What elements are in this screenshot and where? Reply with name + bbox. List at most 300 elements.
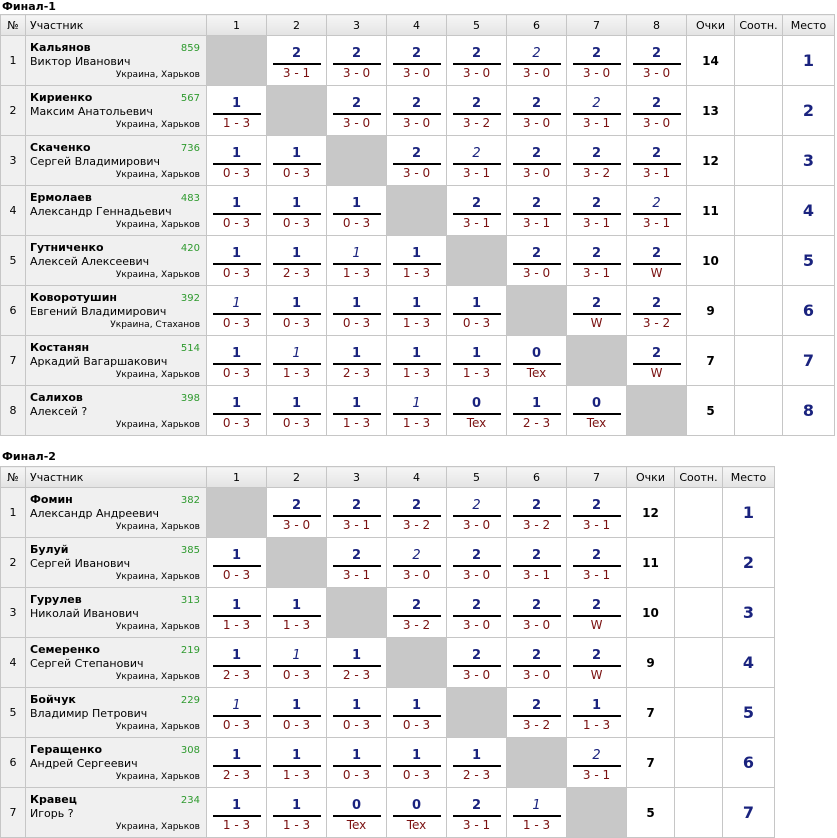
result-score: 3 - 1 xyxy=(642,215,671,230)
result-cell[interactable] xyxy=(447,136,507,186)
result-cell[interactable] xyxy=(507,336,567,386)
result-wrap xyxy=(513,39,561,83)
result-score: Tex xyxy=(346,817,367,832)
result-cell[interactable] xyxy=(567,136,627,186)
result-cell[interactable] xyxy=(207,136,267,186)
result-cell[interactable] xyxy=(567,738,627,788)
player-cell[interactable] xyxy=(26,136,207,186)
header-col-3: 3 xyxy=(327,15,387,36)
table-row xyxy=(1,538,775,588)
result-wrap xyxy=(633,39,681,83)
result-score: 1 - 3 xyxy=(522,817,551,832)
result-cell[interactable] xyxy=(327,36,387,86)
player-cell[interactable] xyxy=(26,688,207,738)
result-cell[interactable] xyxy=(267,36,327,86)
result-score: 0 - 3 xyxy=(222,315,251,330)
result-points: 1 xyxy=(292,345,301,361)
result-cell[interactable] xyxy=(387,688,447,738)
result-wrap xyxy=(273,491,321,535)
result-cell[interactable] xyxy=(387,136,447,186)
ratio-cell xyxy=(675,488,723,538)
result-cell[interactable] xyxy=(447,186,507,236)
result-points: 1 xyxy=(291,295,302,311)
result-wrap xyxy=(573,189,621,233)
result-cell[interactable] xyxy=(627,36,687,86)
result-wrap xyxy=(333,741,381,785)
result-wrap xyxy=(393,89,441,133)
result-divider xyxy=(393,715,441,717)
result-divider xyxy=(513,113,561,115)
result-cell[interactable] xyxy=(327,236,387,286)
result-points: 1 xyxy=(291,245,302,261)
result-cell[interactable] xyxy=(207,186,267,236)
result-cell[interactable] xyxy=(267,336,327,386)
result-score: 3 - 1 xyxy=(462,215,491,230)
result-divider xyxy=(273,765,321,767)
result-cell[interactable] xyxy=(567,638,627,688)
player-cell[interactable] xyxy=(26,236,207,286)
result-cell[interactable] xyxy=(627,136,687,186)
header-points: Очки xyxy=(687,15,735,36)
row-number: 6 xyxy=(1,738,26,788)
result-points: 2 xyxy=(291,497,302,513)
result-cell[interactable] xyxy=(387,538,447,588)
result-cell[interactable] xyxy=(567,386,627,436)
diagonal-cell xyxy=(267,86,327,136)
result-wrap xyxy=(513,591,561,635)
result-points: 2 xyxy=(591,547,602,563)
result-cell[interactable] xyxy=(387,788,447,838)
result-points: 2 xyxy=(472,145,481,161)
result-cell[interactable] xyxy=(567,236,627,286)
result-score: 2 - 3 xyxy=(522,415,551,430)
result-divider xyxy=(333,363,381,365)
table-row xyxy=(1,236,835,286)
result-wrap xyxy=(393,591,441,635)
diagonal-cell xyxy=(507,738,567,788)
player-surname: Кириенко xyxy=(30,91,93,104)
result-cell[interactable] xyxy=(327,738,387,788)
result-cell[interactable] xyxy=(327,788,387,838)
header-place: Место xyxy=(783,15,835,36)
diagonal-cell xyxy=(207,36,267,86)
player-city: Украина, Харьков xyxy=(115,522,200,532)
result-cell[interactable] xyxy=(627,186,687,236)
result-score: 1 - 3 xyxy=(582,717,611,732)
player-rating: 385 xyxy=(180,545,200,556)
result-divider xyxy=(393,565,441,567)
header-col-4: 4 xyxy=(387,467,447,488)
table-row xyxy=(1,788,775,838)
result-cell[interactable] xyxy=(387,738,447,788)
result-points: 2 xyxy=(532,45,541,61)
result-score: 3 - 0 xyxy=(342,65,371,80)
result-cell[interactable] xyxy=(207,86,267,136)
result-cell[interactable] xyxy=(267,186,327,236)
result-score: 0 - 3 xyxy=(282,215,311,230)
player-cell[interactable] xyxy=(26,738,207,788)
place-number: 3 xyxy=(723,588,775,638)
result-score: 1 - 3 xyxy=(402,265,431,280)
result-cell[interactable] xyxy=(567,688,627,738)
player-rating: 398 xyxy=(180,393,200,404)
result-cell[interactable] xyxy=(447,588,507,638)
result-divider xyxy=(333,113,381,115)
player-city: Украина, Стаханов xyxy=(110,320,200,330)
result-wrap xyxy=(333,691,381,735)
result-cell[interactable] xyxy=(447,738,507,788)
result-cell[interactable] xyxy=(327,186,387,236)
result-cell[interactable] xyxy=(507,186,567,236)
result-score: 3 - 0 xyxy=(642,65,671,80)
result-wrap xyxy=(453,389,501,433)
result-cell[interactable] xyxy=(387,336,447,386)
result-divider xyxy=(393,515,441,517)
player-city: Украина, Харьков xyxy=(115,220,200,230)
player-city: Украина, Харьков xyxy=(115,420,200,430)
result-wrap xyxy=(573,591,621,635)
result-points: 1 xyxy=(231,145,242,161)
result-points: 2 xyxy=(591,295,602,311)
result-cell[interactable] xyxy=(627,336,687,386)
place-number: 3 xyxy=(783,136,835,186)
header-col-1: 1 xyxy=(207,15,267,36)
result-cell[interactable] xyxy=(507,386,567,436)
result-points: 2 xyxy=(591,597,602,613)
result-cell[interactable] xyxy=(567,186,627,236)
header-col-8: 8 xyxy=(627,15,687,36)
result-score: 1 - 3 xyxy=(342,415,371,430)
result-divider xyxy=(213,565,261,567)
player-cell[interactable] xyxy=(26,286,207,336)
result-divider xyxy=(213,363,261,365)
result-cell[interactable] xyxy=(447,286,507,336)
result-wrap xyxy=(573,389,621,433)
result-divider xyxy=(513,665,561,667)
result-cell[interactable] xyxy=(567,36,627,86)
result-cell[interactable] xyxy=(507,236,567,286)
player-surname: Геращенко xyxy=(30,743,103,756)
result-cell[interactable] xyxy=(207,538,267,588)
result-cell[interactable] xyxy=(567,86,627,136)
result-cell[interactable] xyxy=(447,788,507,838)
row-number: 2 xyxy=(1,86,26,136)
result-cell[interactable] xyxy=(267,638,327,688)
result-points: 2 xyxy=(651,245,662,261)
result-cell[interactable] xyxy=(447,538,507,588)
result-cell[interactable] xyxy=(387,36,447,86)
player-firstname: Сергей Иванович xyxy=(30,557,131,570)
result-wrap xyxy=(513,139,561,183)
result-points: 0 xyxy=(531,345,542,361)
place-number: 5 xyxy=(723,688,775,738)
result-divider xyxy=(633,313,681,315)
player-cell[interactable] xyxy=(26,86,207,136)
points-total: 13 xyxy=(687,86,735,136)
points-total: 7 xyxy=(687,336,735,386)
result-cell[interactable] xyxy=(387,236,447,286)
result-divider xyxy=(573,113,621,115)
result-cell[interactable] xyxy=(387,488,447,538)
result-cell[interactable] xyxy=(507,788,567,838)
player-rating: 483 xyxy=(180,193,200,204)
result-score: 0 - 3 xyxy=(222,365,251,380)
result-divider xyxy=(393,815,441,817)
result-cell[interactable] xyxy=(447,86,507,136)
player-cell[interactable] xyxy=(26,588,207,638)
result-wrap xyxy=(333,289,381,333)
result-divider xyxy=(453,615,501,617)
result-divider xyxy=(393,163,441,165)
result-divider xyxy=(633,63,681,65)
result-divider xyxy=(633,113,681,115)
points-total: 9 xyxy=(687,286,735,336)
result-cell[interactable] xyxy=(207,336,267,386)
result-points: 1 xyxy=(351,195,362,211)
result-cell[interactable] xyxy=(567,286,627,336)
player-cell[interactable] xyxy=(26,538,207,588)
result-cell[interactable] xyxy=(267,488,327,538)
player-firstname: Сергей Владимирович xyxy=(30,155,160,168)
result-cell[interactable] xyxy=(387,86,447,136)
result-cell[interactable] xyxy=(267,688,327,738)
result-divider xyxy=(213,313,261,315)
result-wrap xyxy=(273,339,321,383)
result-cell[interactable] xyxy=(447,638,507,688)
player-cell[interactable] xyxy=(26,788,207,838)
result-divider xyxy=(453,765,501,767)
player-cell[interactable] xyxy=(26,488,207,538)
result-wrap xyxy=(573,541,621,585)
result-divider xyxy=(573,615,621,617)
result-cell[interactable] xyxy=(507,488,567,538)
result-points: 2 xyxy=(471,547,482,563)
result-cell[interactable] xyxy=(207,688,267,738)
result-wrap xyxy=(333,189,381,233)
result-divider xyxy=(633,263,681,265)
result-cell[interactable] xyxy=(267,286,327,336)
place-number: 1 xyxy=(783,36,835,86)
result-divider xyxy=(633,163,681,165)
result-points: 2 xyxy=(651,295,662,311)
result-points: 1 xyxy=(531,395,542,411)
result-wrap xyxy=(273,389,321,433)
result-divider xyxy=(393,413,441,415)
result-points: 2 xyxy=(531,547,542,563)
result-cell[interactable] xyxy=(207,788,267,838)
result-cell[interactable] xyxy=(387,588,447,638)
header-num: № xyxy=(1,15,26,36)
player-city: Украина, Харьков xyxy=(115,672,200,682)
result-wrap xyxy=(213,139,261,183)
result-cell[interactable] xyxy=(327,688,387,738)
result-wrap xyxy=(573,89,621,133)
result-divider xyxy=(333,213,381,215)
result-points: 2 xyxy=(591,145,602,161)
result-wrap xyxy=(213,389,261,433)
player-surname: Гутниченко xyxy=(30,241,104,254)
points-total: 11 xyxy=(627,538,675,588)
result-points: 1 xyxy=(412,395,421,411)
result-wrap xyxy=(333,89,381,133)
result-points: 2 xyxy=(592,747,601,763)
result-cell[interactable] xyxy=(267,788,327,838)
result-cell[interactable] xyxy=(507,588,567,638)
result-wrap xyxy=(573,491,621,535)
result-cell[interactable] xyxy=(327,286,387,336)
result-wrap xyxy=(513,89,561,133)
player-surname: Кальянов xyxy=(30,41,91,54)
result-score: 3 - 0 xyxy=(522,115,551,130)
player-city: Украина, Харьков xyxy=(115,170,200,180)
result-cell[interactable] xyxy=(207,286,267,336)
result-cell[interactable] xyxy=(327,386,387,436)
result-cell[interactable] xyxy=(507,36,567,86)
result-cell[interactable] xyxy=(207,638,267,688)
result-wrap xyxy=(453,491,501,535)
player-cell[interactable] xyxy=(26,336,207,386)
result-points: 1 xyxy=(351,747,362,763)
result-cell[interactable] xyxy=(327,336,387,386)
result-cell[interactable] xyxy=(627,86,687,136)
result-score: 2 - 3 xyxy=(462,767,491,782)
place-number: 1 xyxy=(723,488,775,538)
result-cell[interactable] xyxy=(267,738,327,788)
result-wrap xyxy=(513,491,561,535)
result-cell[interactable] xyxy=(567,538,627,588)
player-firstname: Александр Геннадьевич xyxy=(30,205,172,218)
result-cell[interactable] xyxy=(207,738,267,788)
points-total: 7 xyxy=(627,688,675,738)
player-surname: Кравец xyxy=(30,793,77,806)
result-cell[interactable] xyxy=(327,488,387,538)
result-score: 3 - 2 xyxy=(642,315,671,330)
player-firstname: Игорь ? xyxy=(30,807,74,820)
result-divider xyxy=(333,715,381,717)
player-cell[interactable] xyxy=(26,638,207,688)
player-cell[interactable] xyxy=(26,386,207,436)
result-cell[interactable] xyxy=(387,286,447,336)
result-cell[interactable] xyxy=(447,336,507,386)
result-cell[interactable] xyxy=(327,638,387,688)
table-row xyxy=(1,36,835,86)
result-points: 1 xyxy=(471,295,482,311)
result-divider xyxy=(633,363,681,365)
result-cell[interactable] xyxy=(207,588,267,638)
player-firstname: Андрей Сергеевич xyxy=(30,757,138,770)
result-divider xyxy=(333,413,381,415)
diagonal-cell xyxy=(447,688,507,738)
result-score: 3 - 2 xyxy=(522,517,551,532)
result-cell[interactable] xyxy=(387,386,447,436)
table-row xyxy=(1,638,775,688)
header-col-6: 6 xyxy=(507,15,567,36)
result-points: 2 xyxy=(471,95,482,111)
result-divider xyxy=(273,163,321,165)
result-score: 1 - 3 xyxy=(282,767,311,782)
result-divider xyxy=(573,263,621,265)
result-wrap xyxy=(273,239,321,283)
result-cell[interactable] xyxy=(447,488,507,538)
header-player: Участник xyxy=(26,467,207,488)
diagonal-cell xyxy=(207,488,267,538)
result-points: 0 xyxy=(351,797,362,813)
result-cell[interactable] xyxy=(507,136,567,186)
result-cell[interactable] xyxy=(447,36,507,86)
result-wrap xyxy=(393,491,441,535)
result-score: 3 - 0 xyxy=(522,617,551,632)
result-cell[interactable] xyxy=(267,136,327,186)
result-cell[interactable] xyxy=(627,286,687,336)
row-number: 6 xyxy=(1,286,26,336)
result-score: 0 - 3 xyxy=(222,265,251,280)
header-col-5: 5 xyxy=(447,467,507,488)
result-score: 0 - 3 xyxy=(222,717,251,732)
result-divider xyxy=(633,213,681,215)
result-score: 3 - 0 xyxy=(462,567,491,582)
result-cell[interactable] xyxy=(327,86,387,136)
result-wrap xyxy=(513,189,561,233)
result-points: 1 xyxy=(231,95,242,111)
result-wrap xyxy=(633,289,681,333)
points-total: 9 xyxy=(627,638,675,688)
result-points: 1 xyxy=(231,547,242,563)
result-divider xyxy=(453,163,501,165)
player-firstname: Алексей ? xyxy=(30,405,88,418)
result-cell[interactable] xyxy=(267,386,327,436)
player-firstname: Николай Иванович xyxy=(30,607,139,620)
result-cell[interactable] xyxy=(267,236,327,286)
result-cell[interactable] xyxy=(327,538,387,588)
result-cell[interactable] xyxy=(447,386,507,436)
player-rating: 308 xyxy=(180,745,200,756)
result-cell[interactable] xyxy=(507,688,567,738)
player-rating: 234 xyxy=(180,795,200,806)
player-cell[interactable] xyxy=(26,36,207,86)
result-cell[interactable] xyxy=(567,588,627,638)
player-firstname: Максим Анатольевич xyxy=(30,105,153,118)
result-score: 3 - 1 xyxy=(582,115,611,130)
player-cell[interactable] xyxy=(26,186,207,236)
result-score: 0 - 3 xyxy=(342,717,371,732)
result-points: 2 xyxy=(591,245,602,261)
player-rating: 313 xyxy=(180,595,200,606)
result-cell[interactable] xyxy=(627,236,687,286)
result-divider xyxy=(573,515,621,517)
result-points: 2 xyxy=(471,647,482,663)
result-points: 2 xyxy=(471,45,482,61)
result-wrap xyxy=(273,591,321,635)
result-divider xyxy=(453,313,501,315)
player-surname: Скаченко xyxy=(30,141,91,154)
result-cell[interactable] xyxy=(507,86,567,136)
result-score: 0 - 3 xyxy=(402,717,431,732)
result-wrap xyxy=(333,491,381,535)
result-cell[interactable] xyxy=(507,638,567,688)
result-score: 1 - 3 xyxy=(462,365,491,380)
result-wrap xyxy=(513,641,561,685)
place-number: 2 xyxy=(783,86,835,136)
player-surname: Костанян xyxy=(30,341,90,354)
result-divider xyxy=(333,665,381,667)
result-cell[interactable] xyxy=(207,236,267,286)
result-cell[interactable] xyxy=(567,488,627,538)
result-cell[interactable] xyxy=(207,386,267,436)
result-score: 3 - 0 xyxy=(402,65,431,80)
result-cell[interactable] xyxy=(507,538,567,588)
result-wrap xyxy=(453,641,501,685)
result-cell[interactable] xyxy=(267,588,327,638)
